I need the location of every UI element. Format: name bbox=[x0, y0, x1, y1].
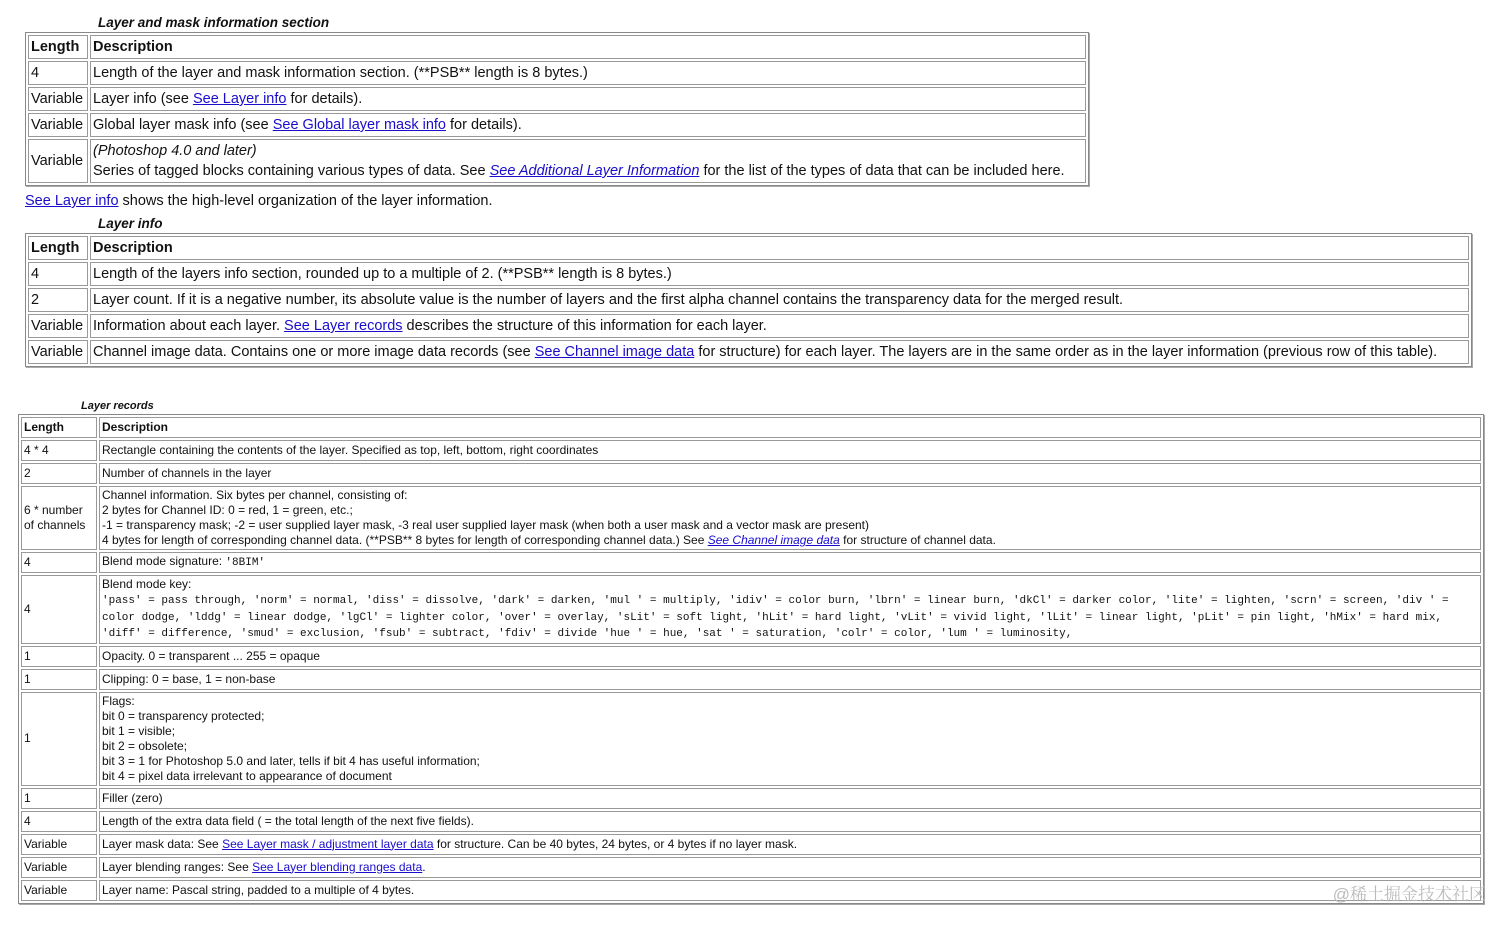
text: Length of the layers info section, rounded up to a multiple of 2. (**PSB** length is 8 bytes.) bbox=[93, 266, 672, 282]
description-cell bbox=[90, 288, 1469, 312]
table-row bbox=[28, 87, 1086, 111]
description-line bbox=[102, 814, 1478, 829]
description-line bbox=[102, 724, 1478, 739]
length-cell: 4 bbox=[21, 811, 97, 832]
description-line bbox=[102, 443, 1478, 458]
text: Series of tagged blocks containing various types of data. See bbox=[93, 163, 490, 179]
description-cell bbox=[99, 575, 1481, 644]
text: Layer name: Pascal string, padded to a multiple of 4 bytes. bbox=[102, 882, 415, 897]
description-line bbox=[102, 739, 1478, 754]
text: Flags: bbox=[102, 693, 135, 708]
code-text: '8BIM' bbox=[225, 557, 266, 570]
table-row bbox=[21, 811, 1481, 832]
table-row bbox=[28, 262, 1469, 286]
length-header: Length bbox=[28, 236, 88, 260]
length-cell: 1 bbox=[21, 788, 97, 809]
length-cell: Variable bbox=[21, 834, 97, 855]
cross-reference-link[interactable]: See Additional Layer Information bbox=[489, 163, 700, 179]
text: bit 1 = visible; bbox=[102, 723, 176, 738]
description-cell bbox=[99, 788, 1481, 809]
description-line bbox=[102, 503, 1478, 518]
table-row bbox=[28, 288, 1469, 312]
description-line bbox=[93, 115, 1083, 135]
text: -1 = transparency mask; -2 = user supplied layer mask, -3 real user supplied layer mask (when both a user mask and a vector mask are present) bbox=[102, 518, 870, 532]
description-cell bbox=[90, 340, 1469, 364]
text: . bbox=[422, 859, 426, 874]
table-row bbox=[21, 880, 1481, 901]
length-cell: 2 bbox=[28, 288, 88, 312]
length-cell: 2 bbox=[21, 463, 97, 484]
text: Length of the extra data field ( = the total length of the next five fields). bbox=[102, 813, 474, 828]
table-row bbox=[21, 834, 1481, 855]
text: Filler (zero) bbox=[102, 790, 163, 805]
text: 2 bytes for Channel ID: 0 = red, 1 = green, etc.; bbox=[102, 503, 353, 517]
description-line bbox=[102, 592, 1478, 642]
description-line bbox=[93, 141, 1083, 161]
text: describes the structure of this information for each layer. bbox=[402, 318, 767, 334]
description-line bbox=[102, 694, 1478, 709]
see-layer-info-link[interactable]: See Layer info bbox=[25, 193, 119, 209]
table-row bbox=[21, 857, 1481, 878]
description-line bbox=[102, 488, 1478, 503]
text: for structure of channel data. bbox=[839, 533, 996, 547]
description-line bbox=[102, 577, 1478, 592]
description-line bbox=[93, 342, 1466, 362]
code-text: 'pass' = pass through, 'norm' = normal, 'diss' = dissolve, 'dark' = darken, 'mul ' = multiply, 'idiv' = color burn, 'lbrn' = linear burn, 'dkCl' = darker color, 'lite' = lighten, 'scrn' = screen, 'div ' = color dodge, 'lddg' = linear dodge, 'lgCl' = lighter color, 'over' = overlay, 'sLit' = soft light, 'hLit' = hard light, 'vLit' = vivid light, 'lLit' = linear light, 'pLit' = pin light, 'hMix' = hard mix, 'diff' = difference, 'smud' = exclusion, 'fsub' = subtract, 'fdiv' = divide 'hue ' = hue, 'sat ' = saturation, 'colr' = color, 'lum ' = luminosity, bbox=[102, 595, 1449, 640]
text: bit 0 = transparency protected; bbox=[102, 708, 265, 723]
description-cell bbox=[99, 486, 1481, 550]
length-cell: Variable bbox=[28, 87, 88, 111]
text: 4 bytes for length of corresponding channel data. (**PSB** 8 bytes for length of corresponding channel data.) See bbox=[102, 533, 708, 547]
table-row bbox=[28, 61, 1086, 85]
text: for details). bbox=[446, 117, 522, 133]
table-row bbox=[21, 463, 1481, 484]
description-line bbox=[102, 883, 1478, 898]
text: Length of the layer and mask information section. (**PSB** length is 8 bytes.) bbox=[93, 65, 588, 81]
table-row bbox=[28, 113, 1086, 137]
text: for structure) for each layer. The layers are in the same order as in the layer information (previous row of this table). bbox=[694, 344, 1438, 360]
header-row bbox=[28, 236, 1469, 260]
description-cell bbox=[90, 262, 1469, 286]
description-cell bbox=[99, 834, 1481, 855]
text: Opacity. 0 = transparent ... 255 = opaque bbox=[102, 648, 320, 663]
table-row bbox=[21, 669, 1481, 690]
text: Blend mode key: bbox=[102, 577, 192, 591]
length-cell: Variable bbox=[21, 880, 97, 901]
header-row bbox=[21, 417, 1481, 438]
layer-mask-info-table bbox=[25, 32, 1089, 186]
table-row bbox=[21, 692, 1481, 786]
section1-caption: Layer and mask information section bbox=[98, 15, 330, 30]
cross-reference-link[interactable]: See Layer records bbox=[284, 318, 403, 334]
table-row bbox=[28, 340, 1469, 364]
length-cell: Variable bbox=[28, 314, 88, 338]
length-cell: 4 bbox=[28, 262, 88, 286]
length-cell: 4 bbox=[28, 61, 88, 85]
layer-info-table bbox=[25, 233, 1472, 367]
description-header: Description bbox=[90, 35, 1086, 59]
table-row bbox=[21, 575, 1481, 644]
cross-reference-link[interactable]: See Channel image data bbox=[534, 344, 695, 360]
text: bit 4 = pixel data irrelevant to appearance of document bbox=[102, 768, 392, 783]
length-cell: 1 bbox=[21, 669, 97, 690]
description-line bbox=[102, 466, 1478, 481]
paragraph-text: shows the high-level organization of the layer information. bbox=[118, 193, 493, 209]
text: for the list of the types of data that can be included here. bbox=[699, 163, 1065, 179]
description-cell bbox=[99, 552, 1481, 573]
watermark: @稀土掘金技术社区 bbox=[1332, 885, 1486, 904]
description-line bbox=[102, 754, 1478, 769]
description-cell bbox=[90, 61, 1086, 85]
description-line bbox=[93, 290, 1466, 310]
text: for details). bbox=[286, 91, 363, 107]
description-cell bbox=[90, 87, 1086, 111]
text: Number of channels in the layer bbox=[102, 466, 272, 480]
text: Layer blending ranges: See bbox=[102, 859, 253, 874]
description-cell bbox=[99, 857, 1481, 878]
text: bit 2 = obsolete; bbox=[102, 738, 188, 753]
table-row bbox=[21, 440, 1481, 461]
cross-reference-link[interactable]: See Layer info bbox=[192, 91, 287, 107]
description-line bbox=[93, 264, 1466, 284]
description-header: Description bbox=[99, 417, 1481, 438]
table-row bbox=[28, 139, 1086, 183]
text: Channel information. Six bytes per channel, consisting of: bbox=[102, 488, 408, 502]
description-line bbox=[93, 89, 1083, 109]
description-line bbox=[93, 63, 1083, 83]
table-row bbox=[28, 314, 1469, 338]
text: Layer mask data: See bbox=[102, 836, 223, 851]
length-cell: 1 bbox=[21, 646, 97, 667]
length-cell: 1 bbox=[21, 692, 97, 786]
description-cell bbox=[90, 314, 1469, 338]
description-line bbox=[102, 709, 1478, 724]
description-cell bbox=[99, 669, 1481, 690]
length-header: Length bbox=[28, 35, 88, 59]
length-cell: Variable bbox=[28, 113, 88, 137]
section3-caption: Layer records bbox=[81, 400, 154, 412]
cross-reference-link[interactable]: See Global layer mask info bbox=[272, 117, 446, 133]
layer-info-paragraph bbox=[25, 193, 493, 209]
text: Rectangle containing the contents of the layer. Specified as top, left, bottom, right coordinates bbox=[102, 443, 599, 457]
text: for structure. Can be 40 bytes, 24 bytes, or 4 bytes if no layer mask. bbox=[433, 836, 798, 851]
description-cell bbox=[99, 692, 1481, 786]
italic-text: (Photoshop 4.0 and later) bbox=[93, 143, 257, 159]
layer-records-table bbox=[18, 414, 1484, 904]
table-row bbox=[21, 788, 1481, 809]
length-cell: Variable bbox=[28, 340, 88, 364]
table-row bbox=[21, 646, 1481, 667]
length-header: Length bbox=[21, 417, 97, 438]
text: Layer count. If it is a negative number, its absolute value is the number of layers and the first alpha channel contains the transparency data for the merged result. bbox=[93, 292, 1124, 308]
text: Global layer mask info (see bbox=[93, 117, 273, 133]
description-line bbox=[102, 769, 1478, 784]
text: Channel image data. Contains one or more image data records (see bbox=[93, 344, 535, 360]
text: Layer info (see bbox=[93, 91, 193, 107]
text: Information about each layer. bbox=[93, 318, 285, 334]
length-cell: Variable bbox=[28, 139, 88, 183]
description-cell bbox=[99, 880, 1481, 901]
description-line bbox=[93, 161, 1083, 181]
table-row bbox=[21, 552, 1481, 573]
description-cell bbox=[99, 646, 1481, 667]
description-cell bbox=[99, 463, 1481, 484]
description-header: Description bbox=[90, 236, 1469, 260]
description-line bbox=[102, 649, 1478, 664]
description-line bbox=[93, 316, 1466, 336]
description-cell bbox=[90, 139, 1086, 183]
text: Blend mode signature: bbox=[102, 554, 226, 569]
cross-reference-link[interactable]: See Channel image data bbox=[707, 533, 840, 547]
description-cell bbox=[90, 113, 1086, 137]
description-line bbox=[102, 518, 1478, 533]
description-line bbox=[102, 672, 1478, 687]
description-line bbox=[102, 860, 1478, 875]
description-cell bbox=[99, 440, 1481, 461]
length-cell: Variable bbox=[21, 857, 97, 878]
description-line bbox=[102, 791, 1478, 806]
length-cell: 4 bbox=[21, 552, 97, 573]
description-line bbox=[102, 837, 1478, 852]
text: Clipping: 0 = base, 1 = non-base bbox=[102, 671, 276, 686]
description-cell bbox=[99, 811, 1481, 832]
table-row bbox=[21, 486, 1481, 550]
description-line bbox=[102, 533, 1478, 548]
length-cell: 6 * number of channels bbox=[21, 486, 97, 550]
text: bit 3 = 1 for Photoshop 5.0 and later, tells if bit 4 has useful information; bbox=[102, 753, 480, 768]
length-cell: 4 bbox=[21, 575, 97, 644]
cross-reference-link[interactable]: See Layer mask / adjustment layer data bbox=[222, 836, 434, 851]
header-row bbox=[28, 35, 1086, 59]
description-line bbox=[102, 554, 1478, 571]
section2-caption: Layer info bbox=[98, 216, 163, 231]
length-cell: 4 * 4 bbox=[21, 440, 97, 461]
cross-reference-link[interactable]: See Layer blending ranges data bbox=[252, 859, 423, 874]
